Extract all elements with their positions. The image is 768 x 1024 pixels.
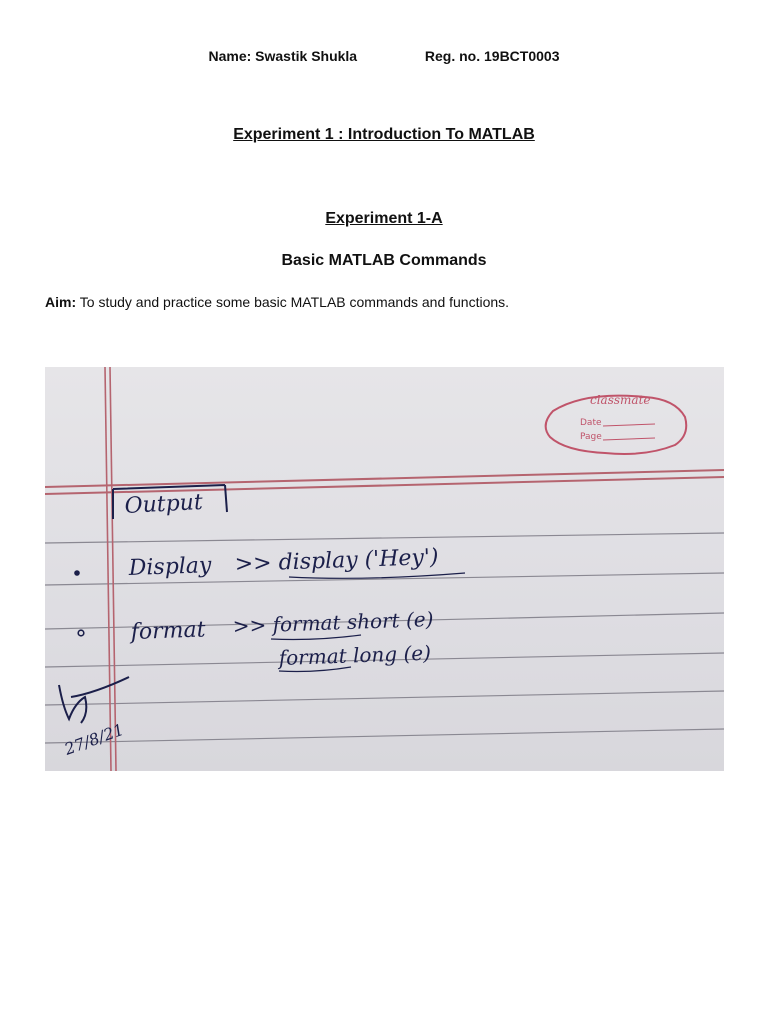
bullet-dot-1 (74, 570, 80, 576)
display-command: Display (128, 553, 212, 581)
output-label: Output (124, 489, 204, 519)
header-red-lines (45, 470, 724, 494)
experiment-title: Experiment 1 : Introduction To MATLAB (233, 126, 535, 143)
stamp-page-label: Page (580, 432, 602, 442)
experiment-heading: Basic MATLAB Commands (281, 252, 487, 269)
margin-red-lines (105, 367, 116, 771)
format-long-code: format long (e) (278, 640, 432, 670)
student-name: Name: Swastik Shukla (208, 48, 358, 64)
notebook-drawing (45, 367, 724, 771)
display-code: >> display ('Hey') (234, 544, 439, 577)
format-command: format (130, 617, 206, 645)
aim-label: Aim: (45, 294, 77, 310)
experiment-subtitle: Experiment 1-A (325, 210, 443, 227)
signature-date: 27/8/21 (61, 719, 127, 759)
format-short-code: >> format short (e) (232, 607, 434, 638)
student-info-line (0, 48, 768, 64)
teacher-signature (59, 677, 129, 759)
stamp-brand: classmate (590, 393, 651, 407)
aim-statement (45, 294, 745, 310)
registration-number: Reg. no. 19BCT0003 (424, 48, 560, 64)
bullet-dot-2 (78, 630, 84, 636)
aim-text: To study and practice some basic MATLAB commands and functions. (76, 294, 510, 310)
notebook-photo (45, 367, 724, 771)
classmate-stamp (546, 393, 687, 454)
stamp-date-label: Date (580, 418, 602, 428)
